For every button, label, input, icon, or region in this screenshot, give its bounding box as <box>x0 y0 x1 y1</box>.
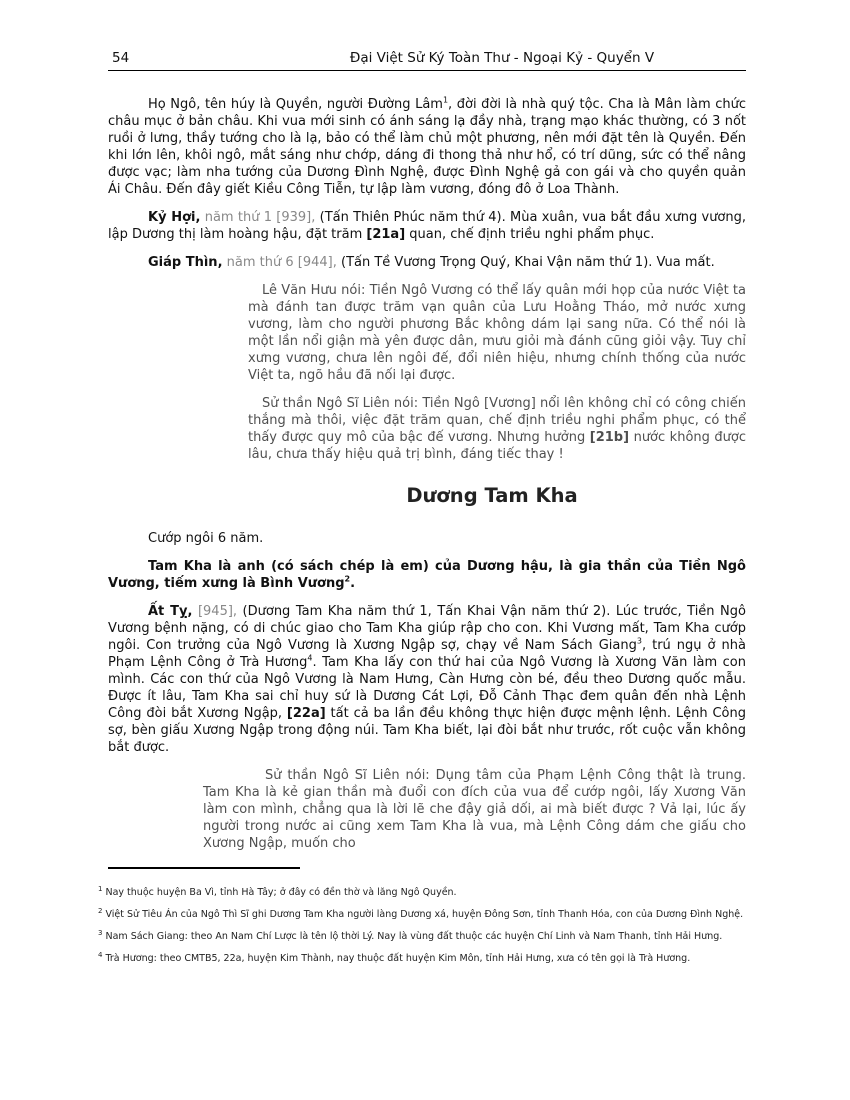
text-run: . Tam Kha lấy con thứ hai của Ngô Vương là Xương Văn làm con mình. Các con thứ của Ngô Vương là Nam Hưng, Càn Hưng còn bé, đều theo Dương quốc mẫu. Được ít lâu, Tam Kha sai chỉ huy sứ là Dương Cát Lợi, Đỗ Cảnh Thạc đem quân đến nhà Lệnh Công đòi bắt Xương Ngập, <box>108 655 746 721</box>
footnote-ref-2[interactable]: 2 <box>344 574 351 584</box>
footnote-text: Nam Sách Giang: theo An Nam Chí Lược là tên lộ thời Lý. Nay là vùng đất thuộc các huyện Chí Linh và Nam Thanh, tỉnh Hải Hưng. <box>102 931 723 942</box>
text-run: (Dương Tam Kha năm thứ 1, Tấn Khai Vận năm thứ 2). Lúc trước, Tiền Ngô Vương bệnh nặng, có di chúc giao cho Tam Kha giúp rập cho con. Khi Vương mất, Tam Kha cướp ngôi. Con trưởng của Ngô Vương là Xương Ngập sợ, chạy về Nam Sách Giang <box>108 604 746 653</box>
footnote-text: Việt Sử Tiêu Án của Ngô Thì Sĩ ghi Dương Tam Kha người làng Dương xá, huyện Đông Sơn, tỉnh Thanh Hóa, con của Dương Đình Nghệ. <box>102 909 744 920</box>
text-run: tất cả ba lần đều không thực hiện được mệnh lệnh. Lệnh Công sợ, bèn giấu Xương Ngập trong động núi. Tam Kha biết, lại đòi bắt như trước, rốt cuộc vẫn không bắt được. <box>108 706 746 755</box>
text-run: (Tấn Tề Vương Trọng Quý, Khai Vận năm thứ 1). Vua mất. <box>336 255 715 270</box>
page-ref: [21b] <box>589 430 630 445</box>
text-run: quan, chế định triều nghi phẩm phục. <box>405 227 655 242</box>
footnote-number: 3 <box>98 928 103 937</box>
main-text <box>108 96 746 863</box>
year-label: Ất Tỵ, <box>148 604 193 619</box>
commentary-ngo-si-lien <box>248 395 746 463</box>
paragraph-at-ty <box>108 603 746 756</box>
paragraph-reign-length: Cướp ngôi 6 năm. <box>148 531 264 546</box>
reign-year: năm thứ 1 [939], <box>200 210 316 225</box>
text-run: nước không được lâu, chưa thấy hiệu quả trị bình, đáng tiếc thay ! <box>248 430 747 462</box>
footnote-number: 1 <box>98 884 103 893</box>
section-title: Dương Tam Kha <box>406 484 578 507</box>
text-run: , đời đời là nhà quý tộc. Cha là Mân làm chức châu mục ở bản châu. Khi vua mới sinh có ánh sáng lạ đầy nhà, trạng mạo khác thường, có 3 nốt ruồi ở lưng, thầy tướng cho là lạ, bảo có thể làm chủ một phương, nên mới đặt tên là Quyền. Đến khi lớn lên, khôi ngô, mắt sáng như chớp, dáng đi thong thả như hổ, có trí dũng, sức có thể nâng được vạc; làm nha tướng của Dương Đình Nghệ, được Đình Nghệ gả con gái và cho quyền quản Ái Châu. Đến đây giết Kiều Công Tiễn, tự lập làm vương, đóng đô ở Loa Thành. <box>108 97 746 197</box>
footnote-number: 2 <box>98 906 103 915</box>
footnote-3 <box>98 930 750 943</box>
commentary-le-van-huu: Lê Văn Hưu nói: Tiền Ngô Vương có thể lấy quân mới họp của nước Việt ta mà đánh tan được trăm vạn quân của Lưu Hoằng Tháo, mở nước xưng vương, làm cho người phương Bắc không dám lại sang nữa. Có thể nói là một lần nổi giận mà yên được dân, mưu giỏi mà đánh cũng giỏi vậy. Tuy chỉ xưng vương, chưa lên ngôi đế, đổi niên hiệu, nhưng chính thống của nước Việt ta, ngõ hầu đã nối lại được. <box>248 283 746 383</box>
paragraph-ngo-quyen-bio <box>108 96 746 198</box>
footnote-4 <box>98 952 750 965</box>
year-label: Giáp Thìn, <box>148 255 223 270</box>
footnote-1 <box>98 886 750 899</box>
text-run: (Tấn Thiên Phúc năm thứ 4). Mùa xuân, vua bắt đầu xưng vương, lập Dương thị làm hoàng hậu, đặt trăm <box>108 210 747 242</box>
running-title: Đại Việt Sử Ký Toàn Thư - Ngoại Kỷ - Quyển V <box>349 50 655 66</box>
page-ref: [21a] <box>366 227 406 242</box>
page-header <box>108 48 746 71</box>
reign-year: [945], <box>192 604 238 619</box>
footnotes <box>98 886 750 974</box>
page-number: 54 <box>112 50 130 66</box>
text-run: Sử thần Ngô Sĩ Liên nói: Tiền Ngô [Vương] nổi lên không chỉ có công chiến thắng mà thôi, việc đặt trăm quan, chế định triều nghi phẩm phục, có thể thấy được quy mô của bậc đế vương. Nhưng hưởng <box>248 396 746 445</box>
reign-year: năm thứ 6 [944], <box>222 255 337 270</box>
footnote-ref-1[interactable]: 1 <box>442 95 449 105</box>
paragraph-ky-hoi <box>108 209 746 243</box>
year-label: Kỷ Hợi, <box>148 210 201 225</box>
footnote-2 <box>98 908 750 921</box>
footnote-ref-4[interactable]: 4 <box>307 653 313 663</box>
text-run: Tam Kha là anh (có sách chép là em) của Dương hậu, là gia thần của Tiền Ngô Vương, tiếm xưng là Bình Vương <box>108 559 746 591</box>
footnote-ref-3[interactable]: 3 <box>636 636 642 646</box>
text-run: . <box>350 576 356 591</box>
footnote-text: Nay thuộc huyện Ba Vì, tỉnh Hà Tây; ở đây có đền thờ và lăng Ngô Quyền. <box>102 887 457 898</box>
footnote-number: 4 <box>98 950 103 959</box>
page-ref: [22a] <box>286 706 326 721</box>
footnote-text: Trà Hương: theo CMTB5, 22a, huyện Kim Thành, nay thuộc đất huyện Kim Môn, tỉnh Hải Hưng, xưa có tên gọi là Trà Hương. <box>102 953 691 964</box>
footnote-divider <box>108 867 300 869</box>
paragraph-giap-thin <box>108 254 746 271</box>
commentary-ngo-si-lien-2: Sử thần Ngô Sĩ Liên nói: Dụng tâm của Phạm Lệnh Công thật là trung. Tam Kha là kẻ gian thần mà đuổi con đích của vua để cướp ngôi, lấy Xương Văn làm con mình, chẳng qua là lời lẽ che đậy giả dối, ai mà biết được ? Vả lại, lúc ấy người trong nước ai cũng xem Tam Kha là vua, mà Lệnh Công dám che giấu cho Xương Ngập, muốn cho <box>203 768 746 851</box>
paragraph-tam-kha-intro <box>108 558 746 592</box>
text-run: , trú ngụ ở nhà Phạm Lệnh Công ở Trà Hương <box>108 638 746 670</box>
text-run: Họ Ngô, tên húy là Quyền, người Đường Lâm <box>148 97 443 112</box>
